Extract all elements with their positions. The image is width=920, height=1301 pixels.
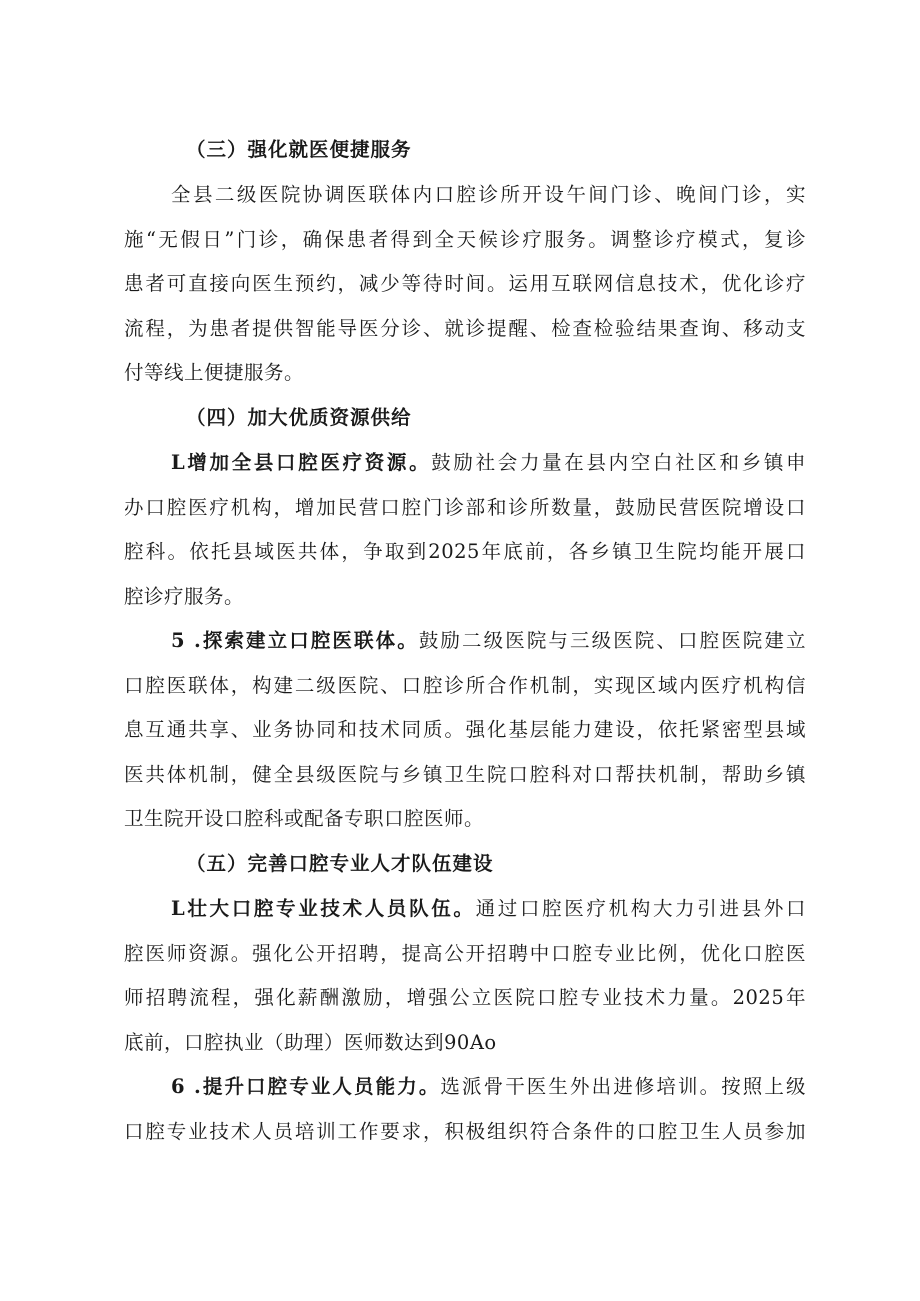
section-heading xyxy=(124,842,806,887)
paragraph xyxy=(124,619,806,842)
paragraph-line: 师招聘流程，强化薪酬激励，增强公立医院口腔专业技术力量。2025年 xyxy=(124,986,806,1009)
heading-text: （三）强化就医便捷服务 xyxy=(186,138,412,161)
paragraph-line: 施“无假日”门诊，确保患者得到全天候诊疗服务。调整诊疗模式，复诊 xyxy=(124,227,806,251)
paragraph xyxy=(124,173,806,396)
paragraph-line: 卫生院开设口腔科或配备专职口腔医师。 xyxy=(124,807,485,830)
paragraph-line: 流程，为患者提供智能导医分诊、就诊提醒、检查检验结果查询、移动支 xyxy=(124,316,806,340)
paragraph-line: 患者可直接向医生预约，减少等待时间。运用互联网信息技术，优化诊疗 xyxy=(124,272,806,295)
item-lead: 5 .探索建立口腔医联体。 xyxy=(171,629,419,652)
paragraph-line xyxy=(124,887,806,932)
paragraph-line: 全县二级医院协调医联体内口腔诊所开设午间门诊、晚间门诊，实 xyxy=(171,183,806,206)
paragraph xyxy=(124,1065,806,1154)
paragraph-line xyxy=(124,441,806,486)
paragraph-line xyxy=(124,1065,806,1110)
item-lead: 6 .提升口腔专业人员能力。 xyxy=(171,1075,441,1098)
heading-text: （四）加大优质资源供给 xyxy=(186,406,412,429)
paragraph-line: 腔医师资源。强化公开招聘，提高公开招聘中口腔专业比例，优化口腔医 xyxy=(124,941,806,965)
item-text: 选派骨干医生外出进修培训。按照上级 xyxy=(440,1075,806,1098)
paragraph-line: 息互通共享、业务协同和技术同质。强化基层能力建设，依托紧密型县域 xyxy=(124,718,806,741)
paragraph-line xyxy=(124,619,806,664)
paragraph-line: 底前，口腔执业（助理）医师数达到90Ao xyxy=(124,1030,497,1054)
paragraph-line: 口腔医联体，构建二级医院、口腔诊所合作机制，实现区域内医疗机构信 xyxy=(124,673,806,697)
paragraph-line: 办口腔医疗机构，增加民营口腔门诊部和诊所数量，鼓励民营医院增设口 xyxy=(124,495,806,519)
heading-text: （五）完善口腔专业人才队伍建设 xyxy=(186,852,494,875)
item-text: 通过口腔医疗机构大力引进县外口 xyxy=(475,897,806,920)
paragraph-line: 医共体机制，健全县级医院与乡镇卫生院口腔科对口帮扶机制，帮助乡镇 xyxy=(124,762,806,786)
paragraph-line: 腔诊疗服务。 xyxy=(124,584,245,608)
item-lead: L增加全县口腔医疗资源。 xyxy=(171,451,432,474)
section-heading xyxy=(124,128,806,173)
paragraph-line: 腔科。依托县域医共体，争取到2025年底前，各乡镇卫生院均能开展口 xyxy=(124,540,806,563)
item-text: 鼓励社会力量在县内空白社区和乡镇申 xyxy=(431,451,806,474)
paragraph-line: 付等线上便捷服务。 xyxy=(124,361,305,384)
paragraph xyxy=(124,441,806,619)
paragraph xyxy=(124,887,806,1065)
item-lead: L壮大口腔专业技术人员队伍。 xyxy=(171,897,476,920)
paragraph-line: 口腔专业技术人员培训工作要求，积极组织符合条件的口腔卫生人员参加 xyxy=(124,1119,806,1143)
section-heading xyxy=(124,396,806,441)
item-text: 鼓励二级医院与三级医院、口腔医院建立 xyxy=(418,629,806,652)
